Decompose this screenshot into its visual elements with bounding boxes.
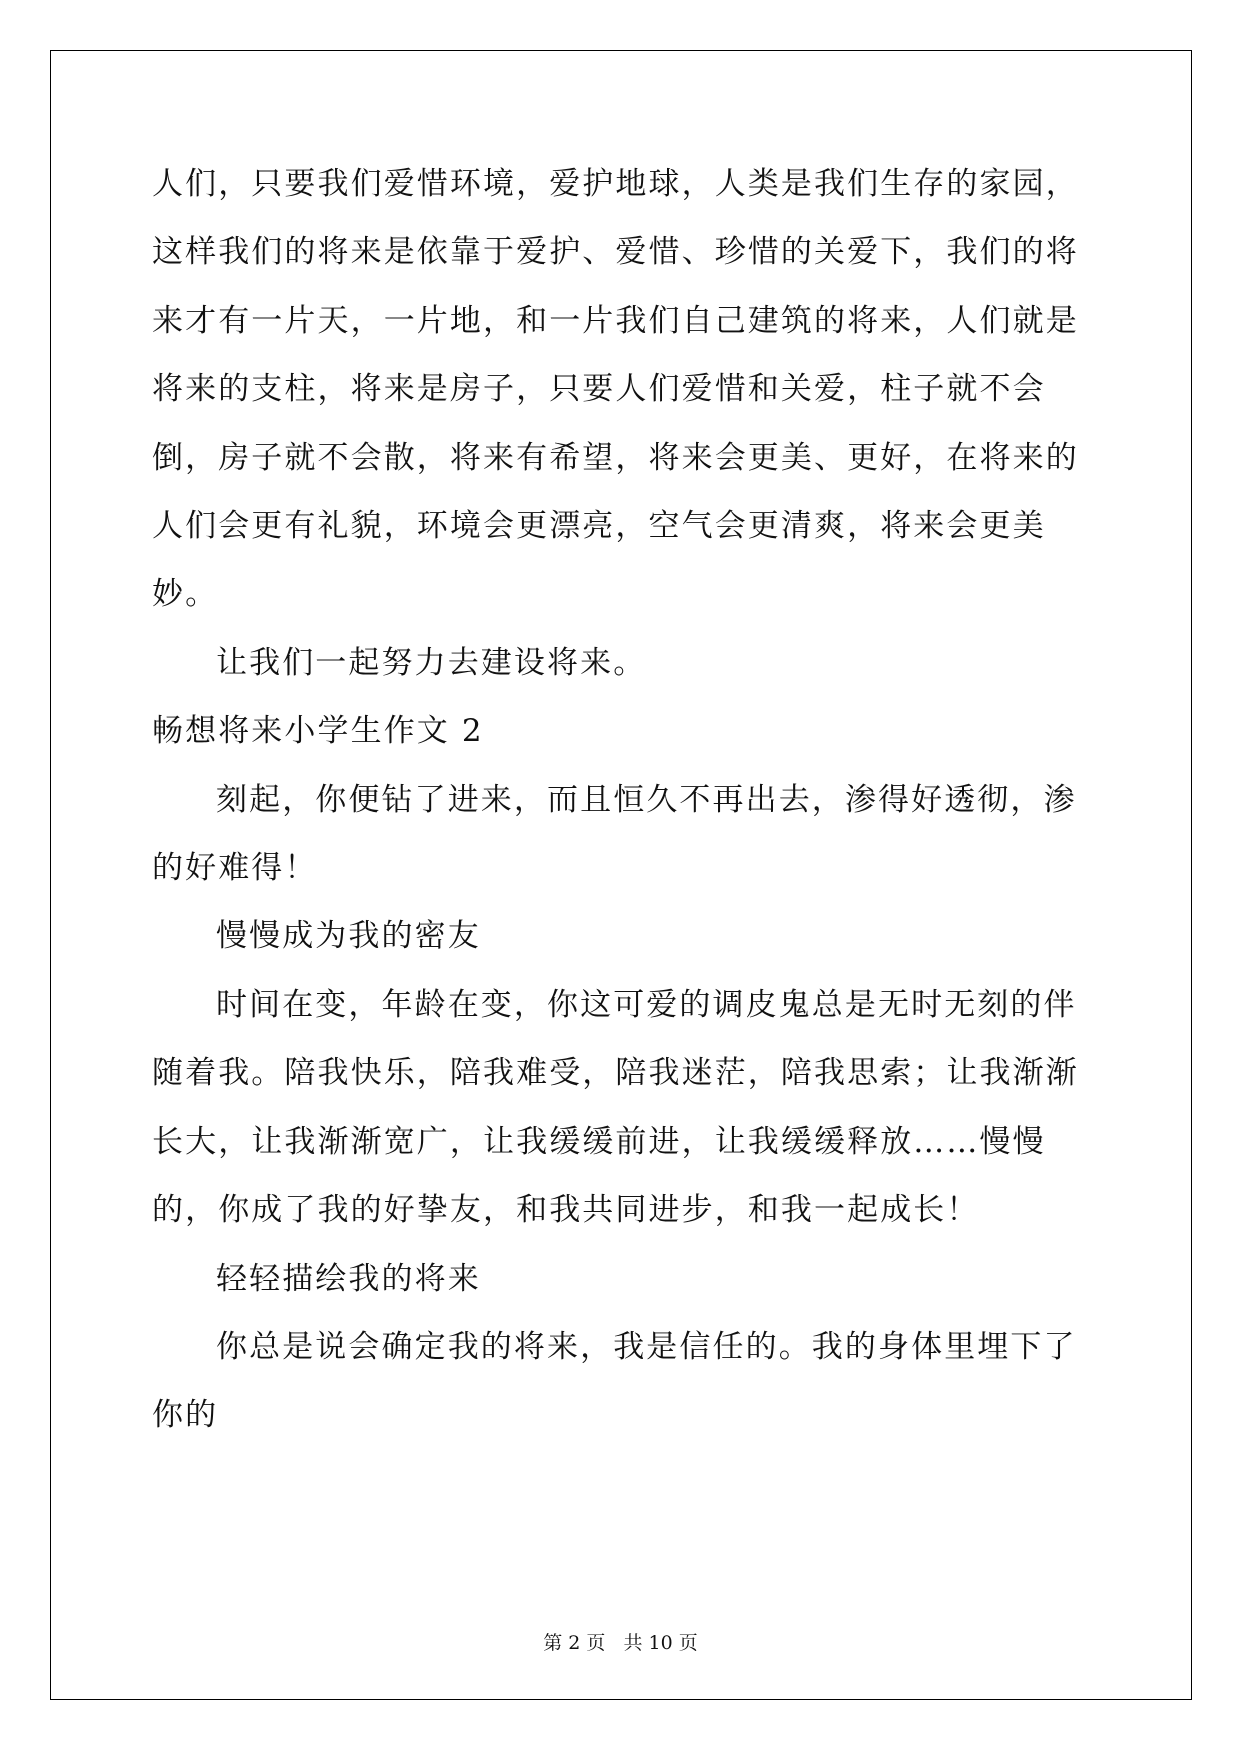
page-total: 共 10 页	[623, 1632, 698, 1654]
paragraph-3: 刻起，你便钻了进来，而且恒久不再出去，渗得好透彻，渗的好难得！	[152, 781, 1077, 887]
section-heading: 畅想将来小学生作文 2	[152, 713, 484, 750]
paragraph-1: 人们，只要我们爱惜环境，爱护地球，人类是我们生存的家园，这样我们的将来是依靠于爱护、爱惜、珍惜的关爱下，我们的将来才有一片天，一片地，和一片我们自己建筑的将来，人们就是将来的支柱，将来是房子，只要人们爱惜和关爱，柱子就不会倒，房子就不会散，将来有希望，将来会更美、更好，在将来的人们会更有礼貌，环境会更漂亮，空气会更清爽，将来会更美妙。	[152, 166, 1079, 613]
paragraph-2: 让我们一起努力去建设将来。	[216, 644, 647, 681]
subheading-2: 轻轻描绘我的将来	[216, 1260, 481, 1297]
page-number: 第 2 页	[543, 1632, 606, 1654]
document-body	[152, 150, 1092, 1450]
page-footer	[0, 1628, 1241, 1655]
paragraph-5: 你总是说会确定我的将来，我是信任的。我的身体里埋下了你的	[152, 1328, 1077, 1434]
paragraph-4: 时间在变，年龄在变，你这可爱的调皮鬼总是无时无刻的伴随着我。陪我快乐，陪我难受，陪我迷茫，陪我思索；让我渐渐长大，让我渐渐宽广，让我缓缓前进，让我缓缓释放……慢慢的，你成了我的好挚友，和我共同进步，和我一起成长！	[152, 986, 1079, 1229]
subheading-1: 慢慢成为我的密友	[216, 918, 481, 955]
